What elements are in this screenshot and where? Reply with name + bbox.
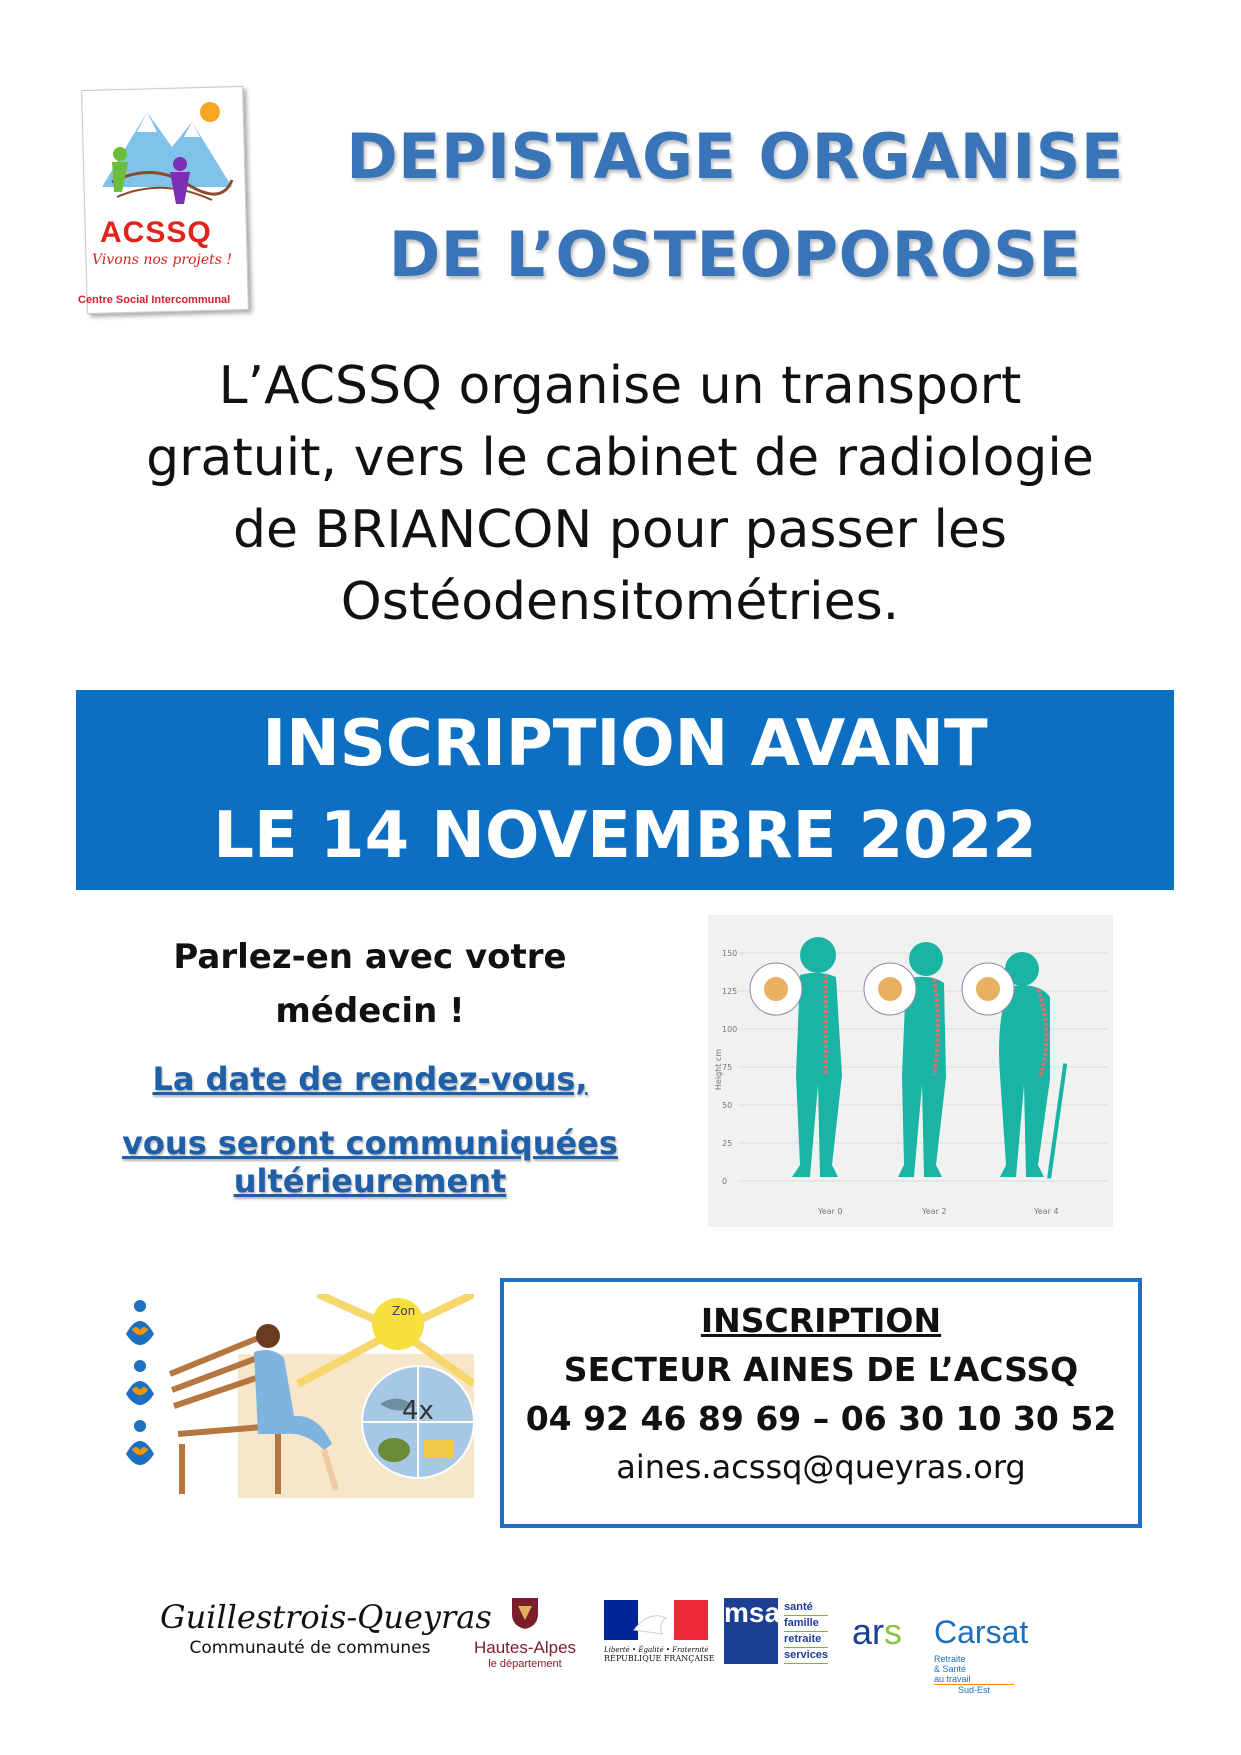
posture-illustration [708,915,1113,1227]
msa-lines [784,1600,828,1664]
y-tick: 125 [722,987,738,996]
carsat-tagline-line: & Santé [934,1664,967,1674]
y-tick: 0 [722,1177,728,1186]
contact-phones[interactable]: 04 92 46 89 69 – 06 30 10 30 52 [525,1399,1117,1438]
title-line-1: DEPISTAGE ORGANISE [346,120,1124,193]
shield-icon [510,1596,540,1630]
msa-line: retraite [784,1632,828,1648]
cc-name: Guillestrois-Queyras [160,1598,492,1636]
deadline-banner [76,690,1174,890]
msa-line: santé [784,1600,828,1616]
hautes-alpes-name: Hautes-Alpes [473,1638,577,1657]
logo-subtitle: Centre Social Intercommunal [78,294,231,306]
logo-name: ACSSQ [100,216,212,249]
intro-line-1: L’ACSSQ organise un transport [218,356,1022,416]
y-tick: 150 [722,949,738,958]
mountains-people-icon [92,92,242,222]
cc-sub: Communauté de communes [189,1638,431,1658]
appointment-line-1: La date de rendez-vous, [152,1060,588,1098]
advice-line-2: médecin ! [275,991,465,1031]
intro-line-2: gratuit, vers le cabinet de radiologie [146,428,1094,488]
rf-name: RÉPUBLIQUE FRANÇAISE [604,1654,715,1663]
footer-logo-republique-francaise [604,1600,715,1663]
x-tick: Year 2 [922,1207,947,1216]
rf-motto: Liberté • Égalité • Fraternité [604,1646,709,1654]
sun-label: Zon [392,1304,416,1318]
footer-logo-msa [724,1598,844,1664]
ars-name [852,1611,932,1652]
carsat-name: Carsat [934,1614,1029,1650]
count-label: 4x [402,1396,434,1426]
advice-line-1: Parlez-en avec votre [173,937,567,977]
footer-logo-ars [852,1611,932,1652]
appointment-line-2: vous seront communiquées [122,1124,618,1162]
footer-logo-guillestrois-queyras [160,1598,492,1658]
y-tick: 100 [722,1025,738,1034]
acssq-logo [78,84,248,316]
contact-email[interactable]: aines.acssq@queyras.org [616,1448,1026,1486]
carsat-tagline-line: Retraite [934,1654,966,1664]
marianne-flag-icon [604,1600,708,1640]
y-tick: 50 [722,1101,733,1110]
page-title [285,108,1185,304]
carsat-region: Sud-Est [934,1684,1014,1695]
intro-line-3: de BRIANCON pour passer les [233,500,1007,560]
contact-title: INSCRIPTION [700,1301,942,1340]
posture-y-label: Height cm [714,1048,724,1091]
y-tick: 25 [722,1139,733,1148]
msa-mark: msa [724,1598,778,1664]
appointment-note [110,1060,630,1200]
hautes-alpes-sub: le département [488,1658,562,1670]
intro-paragraph [60,350,1180,638]
carsat-tagline [934,1654,971,1684]
y-tick: 75 [722,1063,733,1072]
banner-line-2: LE 14 NOVEMBRE 2022 [213,799,1037,873]
appointment-line-3: ultérieurement [233,1162,507,1200]
x-tick: Year 0 [818,1207,843,1216]
msa-line: services [784,1648,828,1664]
registration-contact-box [500,1278,1142,1528]
x-tick: Year 4 [1034,1207,1059,1216]
logo-motto: Vivons nos projets ! [92,252,233,268]
carsat-tagline-line: au travail [934,1674,971,1684]
contact-sector: SECTEUR AINES DE L’ACSSQ [563,1350,1079,1389]
title-line-2: DE L’OSTEOPOROSE [388,218,1082,291]
doctor-advice [150,930,590,1038]
footer-logo-carsat [934,1614,1064,1695]
banner-line-1: INSCRIPTION AVANT [262,707,988,781]
bench-illustration [118,1294,474,1498]
ars-name-a: ar [852,1611,885,1652]
intro-line-4: Ostéodensitométries. [340,572,900,632]
ars-name-b: s [884,1611,903,1652]
human-figures-icon [738,915,1108,1205]
msa-line: famille [784,1616,828,1632]
footer-logo-hautes-alpes [470,1596,580,1670]
